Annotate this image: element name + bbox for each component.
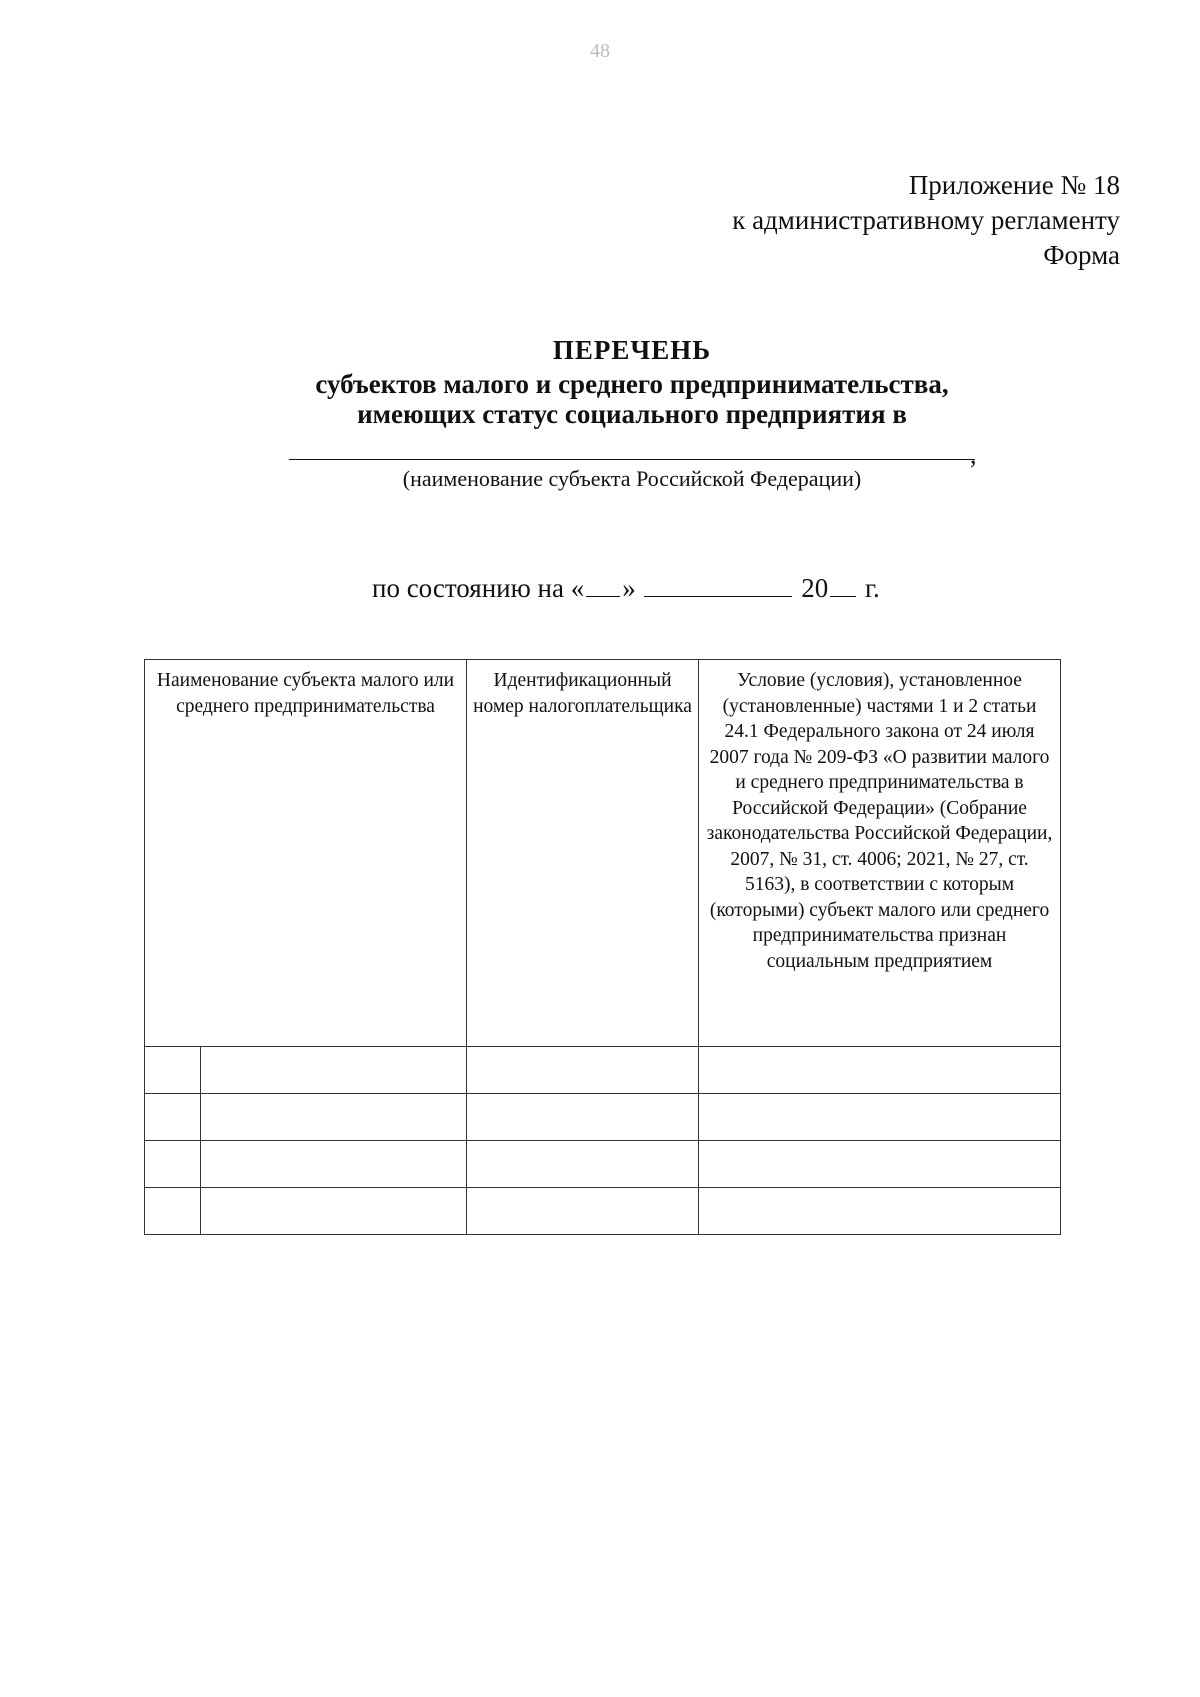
social-enterprise-table bbox=[144, 659, 1061, 1235]
table-cell[interactable] bbox=[467, 1188, 699, 1235]
table-cell[interactable] bbox=[201, 1094, 467, 1141]
day-blank[interactable] bbox=[586, 595, 620, 597]
table-cell[interactable] bbox=[699, 1047, 1061, 1094]
appendix-regulation: к административному регламенту bbox=[732, 205, 1120, 235]
subject-name-blank[interactable] bbox=[289, 459, 975, 460]
date-line bbox=[372, 573, 880, 604]
title-heading: ПЕРЕЧЕНЬ bbox=[552, 335, 712, 365]
document-title bbox=[0, 335, 1200, 429]
table-cell[interactable] bbox=[145, 1047, 201, 1094]
table-row bbox=[145, 1094, 1061, 1141]
table-cell[interactable] bbox=[201, 1188, 467, 1235]
table-header-row bbox=[145, 660, 1061, 1047]
table-cell[interactable] bbox=[467, 1047, 699, 1094]
table-cell[interactable] bbox=[145, 1141, 201, 1188]
table-cell[interactable] bbox=[201, 1047, 467, 1094]
table-cell[interactable] bbox=[699, 1141, 1061, 1188]
header-enterprise-name: Наименование субъекта малого или среднего предпринимательства bbox=[145, 660, 467, 1047]
table-cell[interactable] bbox=[145, 1188, 201, 1235]
table-cell[interactable] bbox=[467, 1094, 699, 1141]
table-cell[interactable] bbox=[145, 1094, 201, 1141]
year-blank[interactable] bbox=[830, 595, 856, 597]
year-prefix: 20 bbox=[801, 573, 829, 603]
table-cell[interactable] bbox=[699, 1094, 1061, 1141]
appendix-number: Приложение № 18 bbox=[908, 170, 1120, 200]
title-line-2: имеющих статус социального предприятия в bbox=[357, 399, 907, 429]
appendix-form-label: Форма bbox=[1043, 240, 1120, 270]
header-condition: Условие (условия), установленное (установленные) частями 1 и 2 статьи 24.1 Федерального закона от 24 июля 2007 года № 209-ФЗ «О развитии малого и среднего предпринимательства в Российской Федерации» (Собрание законодательства Российской Федерации, 2007, № 31, ст. 4006; 2021, № 27, ст. 5163), в соответствии с которым (которыми) субъект малого или среднего предпринимательства признан социальным предприятием bbox=[699, 660, 1061, 1047]
table-cell[interactable] bbox=[467, 1141, 699, 1188]
header-tin: Идентификационный номер налогоплательщика bbox=[467, 660, 699, 1047]
subject-caption: (наименование субъекта Российской Федерации) bbox=[402, 466, 862, 491]
table-cell[interactable] bbox=[201, 1141, 467, 1188]
table-row bbox=[145, 1047, 1061, 1094]
table-row bbox=[145, 1188, 1061, 1235]
table-row bbox=[145, 1141, 1061, 1188]
subject-comma: , bbox=[970, 440, 977, 469]
appendix-reference bbox=[732, 168, 1120, 273]
table-cell[interactable] bbox=[699, 1188, 1061, 1235]
title-line-1: субъектов малого и среднего предпринимательства, bbox=[315, 369, 949, 399]
date-quote-close: » bbox=[622, 573, 636, 603]
date-prefix: по состоянию на « bbox=[372, 573, 585, 603]
year-suffix: г. bbox=[864, 573, 880, 603]
page-number: 48 bbox=[590, 40, 610, 62]
month-blank[interactable] bbox=[644, 595, 792, 597]
